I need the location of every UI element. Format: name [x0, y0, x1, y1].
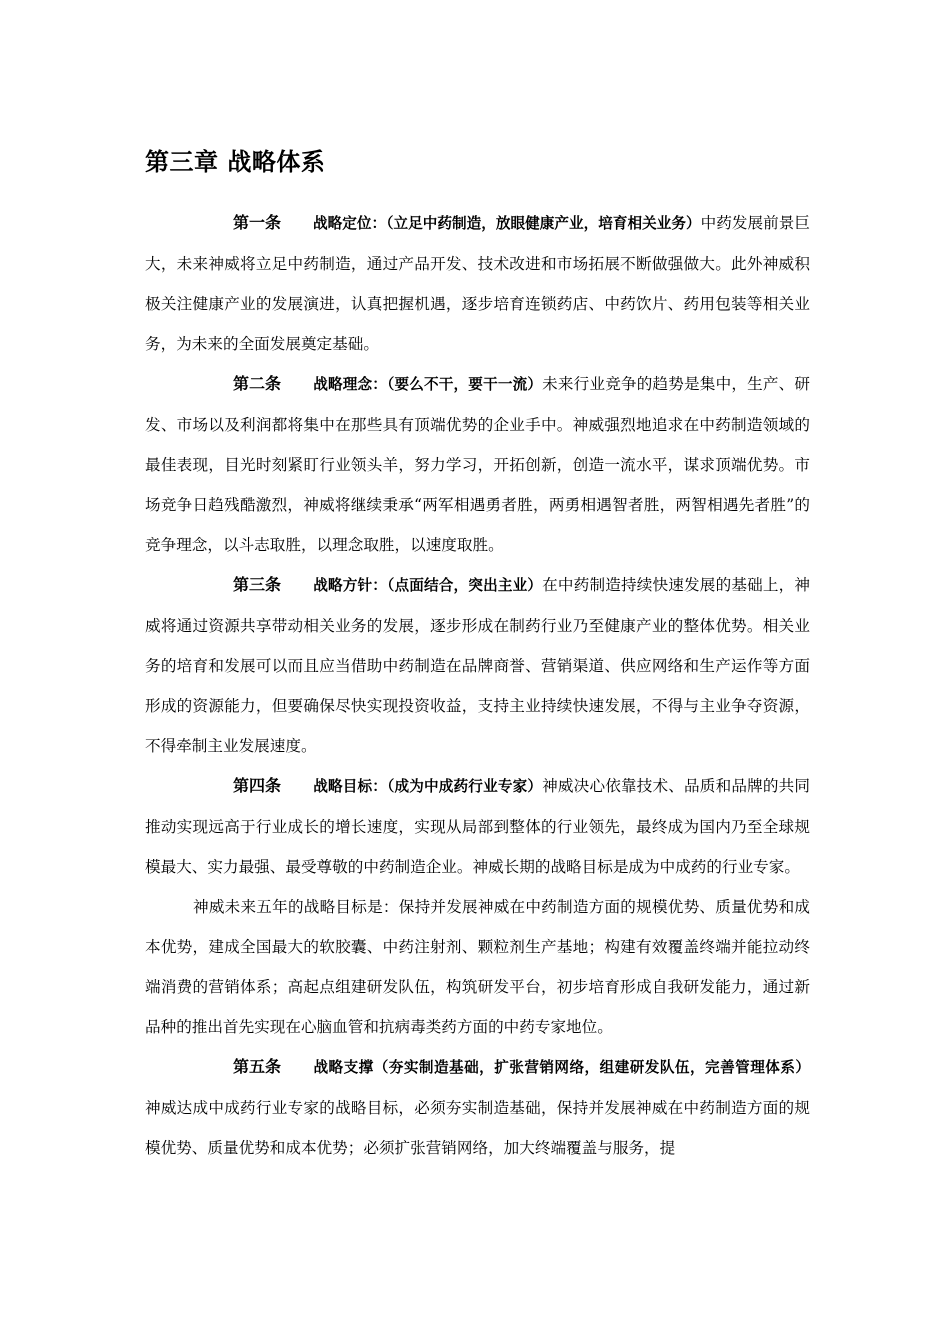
article-5 — [145, 1047, 810, 1168]
article-number: 第四条 — [233, 776, 282, 795]
chapter-title: 第三章 战略体系 — [145, 148, 326, 176]
article-text: 在中药制造持续快速发展的基础上，神威将通过资源共享带动相关业务的发展，逐步形成在制药行业乃至健康产业的整体优势。相关业务的培育和发展可以而且应当借助中药制造在品牌商誉、营销渠道、供应网络和生产运作等方面形成的资源能力，但要确保尽快实现投资收益，支持主业持续快速发展，不得与主业争夺资源，不得牵制主业发展速度。 — [145, 576, 810, 755]
article-4-continuation — [145, 887, 810, 1047]
article-number: 第二条 — [233, 374, 282, 393]
article-text: 神威达成中成药行业专家的战略目标，必须夯实制造基础，保持并发展神威在中药制造方面的规模优势、质量优势和成本优势；必须扩张营销网络，加大终端覆盖与服务，提 — [145, 1099, 810, 1157]
article-text: 中药发展前景巨大，未来神威将立足中药制造，通过产品开发、技术改进和市场拓展不断做强做大。此外神威积极关注健康产业的发展演进，认真把握机遇，逐步培育连锁药店、中药饮片、药用包装等相关业务，为未来的全面发展奠定基础。 — [145, 214, 810, 353]
article-heading: 战略定位：（立足中药制造，放眼健康产业，培育相关业务） — [313, 215, 701, 232]
article-3 — [145, 565, 810, 766]
article-number: 第一条 — [233, 213, 282, 232]
article-text: 未来行业竞争的趋势是集中，生产、研发、市场以及利润都将集中在那些具有顶端优势的企业手中。神威强烈地追求在中药制造领域的最佳表现，目光时刻紧盯行业领头羊，努力学习，开拓创新，创造一流水平，谋求顶端优势。市场竞争日趋残酷激烈，神威将继续秉承“两军相遇勇者胜，两勇相遇智者胜，两智相遇先者胜”的竞争理念，以斗志取胜，以理念取胜，以速度取胜。 — [145, 375, 810, 554]
article-text: 神威决心依靠技术、品质和品牌的共同推动实现远高于行业成长的增长速度，实现从局部到整体的行业领先，最终成为国内乃至全球规模最大、实力最强、最受尊敬的中药制造企业。神威长期的战略目标是成为中成药的行业专家。 — [145, 777, 810, 876]
article-4 — [145, 766, 810, 887]
article-number: 第五条 — [233, 1057, 282, 1076]
article-1 — [145, 203, 810, 364]
article-text: 神威未来五年的战略目标是：保持并发展神威在中药制造方面的规模优势、质量优势和成本优势，建成全国最大的软胶囊、中药注射剂、颗粒剂生产基地；构建有效覆盖终端并能拉动终端消费的营销体系；高起点组建研发队伍，构筑研发平台，初步培育形成自我研发能力，通过新品种的推出首先实现在心脑血管和抗病毒类药方面的中药专家地位。 — [145, 898, 810, 1036]
article-number: 第三条 — [233, 575, 282, 594]
article-heading: 战略目标：（成为中成药行业专家） — [313, 778, 543, 795]
document-body — [145, 203, 810, 1168]
article-heading: 战略支撑（夯实制造基础，扩张营销网络，组建研发队伍，完善管理体系） — [313, 1059, 810, 1076]
article-2 — [145, 364, 810, 565]
article-heading: 战略理念：（要么不干，要干一流） — [313, 376, 543, 393]
article-heading: 战略方针：（点面结合，突出主业） — [313, 577, 543, 594]
